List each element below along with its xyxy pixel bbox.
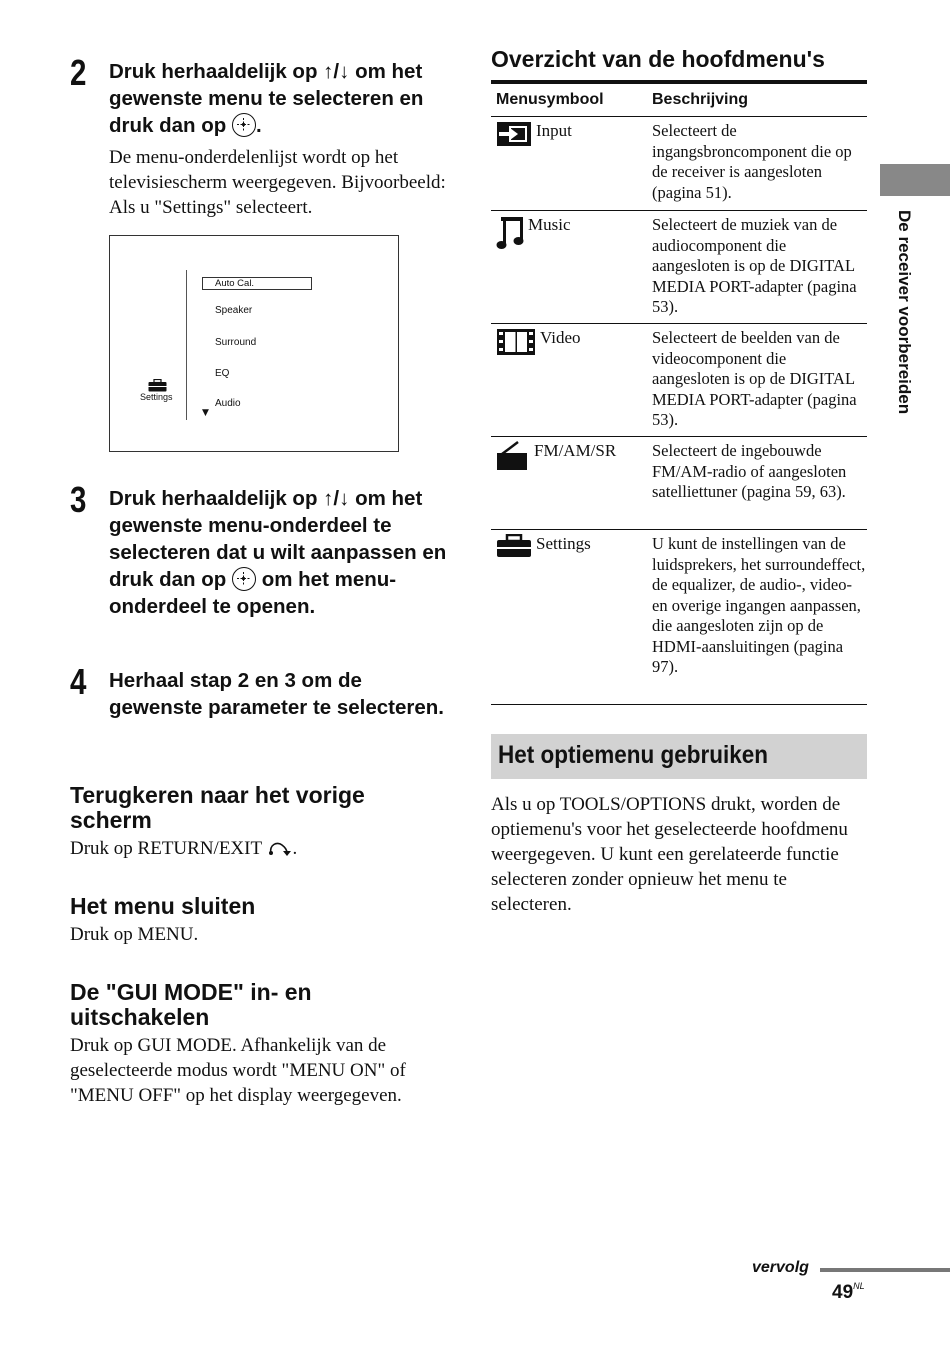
menu-item-speaker: Speaker	[215, 305, 253, 316]
menu-item-surround: Surround	[215, 337, 257, 348]
selected-item-box: Auto Cal.	[202, 277, 312, 290]
step-body: De menu-onderdelenlijst wordt op het televisiescherm weergegeven. Bijvoorbeeld: Als u "Settings" selecteert.	[109, 147, 446, 218]
music-note-icon	[496, 215, 526, 251]
table-header	[491, 84, 867, 117]
section-tab-marker	[880, 164, 950, 196]
table-row: Video Selecteert de beelden van de videocomponent die aangesloten is op de DIGITAL MEDIA PORT-adapter (pagina 53).	[491, 324, 867, 437]
settings-label: Settings	[140, 392, 173, 402]
options-heading-band	[491, 734, 867, 779]
options-heading: Het optiemenu gebruiken	[498, 741, 769, 769]
heading-close-menu: Het menu sluiten	[70, 893, 256, 919]
options-body: Als u op TOOLS/OPTIONS drukt, worden de optiemenu's voor het geselecteerde hoofdmenu weergegeven. U kunt een gerelateerde functie selecteren zonder opnieuw het menu te selecteren.	[491, 794, 848, 915]
enter-button-icon	[232, 113, 256, 137]
more-down-icon: ▼	[202, 408, 209, 418]
overview-title: Overzicht van de hoofdmenu's	[491, 46, 825, 72]
step-title: Herhaal stap 2 en 3 om de gewenste parameter te selecteren.	[109, 669, 444, 719]
radio-icon	[496, 441, 528, 471]
menu-overview-table	[491, 80, 867, 705]
side-tab-label: De receiver voorbereiden	[895, 210, 914, 415]
step-2	[70, 52, 450, 220]
return-body: Druk op RETURN/EXIT .	[70, 838, 298, 859]
toolbox-icon	[496, 534, 532, 558]
gui-mode-body: Druk op GUI MODE. Afhankelijk van de geselecteerde modus wordt "MENU ON" of "MENU OFF" op het display weergegeven.	[70, 1035, 406, 1106]
return-arrow-icon	[267, 839, 293, 857]
up-down-arrow-icon: ↑/↓	[323, 487, 350, 510]
col-menu-symbol: Menusymbool	[496, 91, 604, 108]
step-number: 2	[70, 52, 87, 93]
heading-gui-mode: De "GUI MODE" in- en uitschakelen	[70, 979, 312, 1030]
menu-item-audio: Audio	[215, 398, 241, 409]
step-4	[70, 661, 450, 721]
up-down-arrow-icon: ↑/↓	[323, 60, 350, 83]
table-row: Input Selecteert de ingangsbroncomponent die op de receiver is aangesloten (pagina 51).	[491, 117, 867, 211]
menu-item-eq: EQ	[215, 368, 230, 379]
heading-return: Terugkeren naar het vorige scherm	[70, 782, 365, 833]
table-row: Settings U kunt de instellingen van de luidsprekers, het surroundeffect, de equalizer, de audio-, video- en overige ingangen aanpassen, die aangesloten zijn op de HDMI-aansluitingen (pagina 97).	[491, 530, 867, 705]
step-title: Druk herhaaldelijk op ↑/↓ om het gewenste menu-onderdeel te selecteren dat u wilt aanpassen en druk dan op om het menu-onderdeel te openen.	[109, 487, 447, 618]
settings-menu-screen	[109, 235, 399, 452]
step-number: 4	[70, 661, 87, 702]
step-3	[70, 479, 450, 620]
input-icon	[496, 121, 532, 147]
col-description: Beschrijving	[652, 91, 749, 108]
toolbox-icon	[148, 379, 167, 392]
divider	[186, 270, 187, 420]
step-title: Druk herhaaldelijk op ↑/↓ om het gewenste menu te selecteren en druk dan op .	[109, 60, 424, 137]
table-row: FM/AM/SR Selecteert de ingebouwde FM/AM-radio of aangesloten satelliettuner (pagina 59, 63).	[491, 437, 867, 530]
close-menu-body: Druk op MENU.	[70, 924, 199, 945]
continued-line	[820, 1268, 950, 1272]
step-number: 3	[70, 479, 87, 520]
film-strip-icon	[496, 328, 536, 356]
enter-button-icon	[232, 567, 256, 591]
continued-label: vervolg	[752, 1259, 809, 1276]
table-row: Music Selecteert de muziek van de audiocomponent die aangesloten is op de DIGITAL MEDIA PORT-adapter (pagina 53).	[491, 211, 867, 324]
page-number: $49^{NL}$	[832, 1281, 865, 1303]
